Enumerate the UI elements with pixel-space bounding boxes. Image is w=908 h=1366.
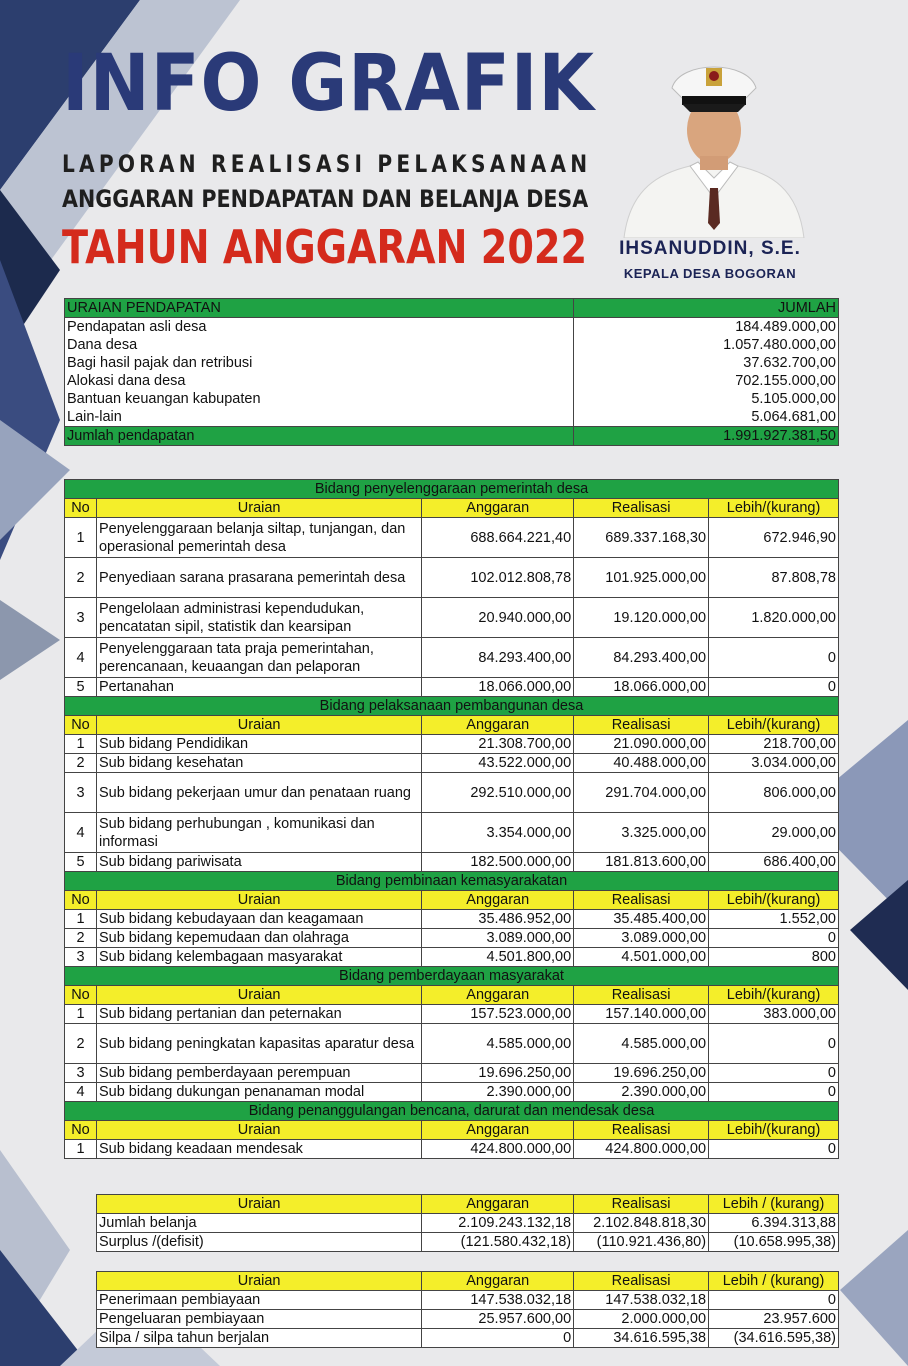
row-uraian: Sub bidang kelembagaan masyarakat xyxy=(96,948,421,967)
table-row xyxy=(65,638,839,678)
column-header-anggaran: Anggaran xyxy=(422,1121,574,1140)
row-no: 1 xyxy=(65,1140,97,1159)
column-header-realisasi: Realisasi xyxy=(574,716,709,735)
row-uraian: Sub bidang pemberdayaan perempuan xyxy=(96,1064,421,1083)
pendapatan-row xyxy=(65,408,839,427)
bidang-title-row xyxy=(65,1102,839,1121)
bidang-title-row xyxy=(65,480,839,499)
row-anggaran: 84.293.400,00 xyxy=(422,638,574,678)
row-no: 2 xyxy=(65,929,97,948)
row-realisasi: 35.485.400,00 xyxy=(574,910,709,929)
bidang-title: Bidang pelaksanaan pembangunan desa xyxy=(65,697,839,716)
column-header-realisasi: Realisasi xyxy=(574,1121,709,1140)
row-no: 4 xyxy=(65,638,97,678)
row-uraian: Sub bidang pariwisata xyxy=(96,853,421,872)
summary-realisasi: 2.102.848.818,30 xyxy=(574,1214,709,1233)
pendapatan-amount: 37.632.700,00 xyxy=(574,354,839,372)
row-anggaran: 19.696.250,00 xyxy=(422,1064,574,1083)
pendapatan-label: Bagi hasil pajak dan retribusi xyxy=(65,354,574,372)
row-realisasi: 689.337.168,30 xyxy=(574,518,709,558)
bidang-header-row xyxy=(65,891,839,910)
pembiayaan-anggaran: 25.957.600,00 xyxy=(422,1310,574,1329)
bidang-header-row xyxy=(65,716,839,735)
pembiayaan-realisasi: 147.538.032,18 xyxy=(574,1291,709,1310)
row-realisasi: 3.089.000,00 xyxy=(574,929,709,948)
pendapatan-amount: 184.489.000,00 xyxy=(574,318,839,337)
table-row xyxy=(65,853,839,872)
pendapatan-header-row xyxy=(65,299,839,318)
pembiayaan-header-uraian: Uraian xyxy=(97,1272,422,1291)
official-title: KEPALA DESA BOGORAN xyxy=(623,266,797,281)
bidang-title-row xyxy=(65,967,839,986)
row-lebih: 686.400,00 xyxy=(709,853,839,872)
pembiayaan-uraian: Penerimaan pembiayaan xyxy=(97,1291,422,1310)
pendapatan-header-label: URAIAN PENDAPATAN xyxy=(65,299,574,318)
pembiayaan-rows xyxy=(97,1291,839,1348)
pendapatan-label: Bantuan keuangan kabupaten xyxy=(65,390,574,408)
bidang-header-row xyxy=(65,986,839,1005)
column-header-anggaran: Anggaran xyxy=(422,891,574,910)
row-uraian: Sub bidang dukungan penanaman modal xyxy=(96,1083,421,1102)
pembiayaan-lebih: (34.616.595,38) xyxy=(709,1329,839,1348)
column-header-no: No xyxy=(65,986,97,1005)
row-no: 3 xyxy=(65,948,97,967)
row-lebih: 0 xyxy=(709,929,839,948)
pendapatan-row xyxy=(65,336,839,354)
pendapatan-label: Dana desa xyxy=(65,336,574,354)
pembiayaan-table xyxy=(96,1271,839,1348)
summary-header-realisasi: Realisasi xyxy=(574,1195,709,1214)
row-uraian: Sub bidang pertanian dan peternakan xyxy=(96,1005,421,1024)
row-realisasi: 4.585.000,00 xyxy=(574,1024,709,1064)
row-uraian: Sub bidang kebudayaan dan keagamaan xyxy=(96,910,421,929)
row-anggaran: 3.354.000,00 xyxy=(422,813,574,853)
pendapatan-label: Lain-lain xyxy=(65,408,574,427)
row-lebih: 0 xyxy=(709,1083,839,1102)
belanja-rows xyxy=(65,480,839,1159)
summary-row xyxy=(97,1233,839,1252)
pendapatan-row xyxy=(65,318,839,337)
row-lebih: 87.808,78 xyxy=(709,558,839,598)
summary-header-uraian: Uraian xyxy=(97,1195,422,1214)
row-lebih: 0 xyxy=(709,678,839,697)
column-header-lebih: Lebih/(kurang) xyxy=(709,1121,839,1140)
summary-header-lebih: Lebih / (kurang) xyxy=(709,1195,839,1214)
row-anggaran: 3.089.000,00 xyxy=(422,929,574,948)
row-uraian: Sub bidang keadaan mendesak xyxy=(96,1140,421,1159)
column-header-lebih: Lebih/(kurang) xyxy=(709,891,839,910)
row-anggaran: 18.066.000,00 xyxy=(422,678,574,697)
row-anggaran: 21.308.700,00 xyxy=(422,735,574,754)
pembiayaan-anggaran: 0 xyxy=(422,1329,574,1348)
bidang-title: Bidang pemberdayaan masyarakat xyxy=(65,967,839,986)
table-row xyxy=(65,1064,839,1083)
summary-uraian: Surplus /(defisit) xyxy=(97,1233,422,1252)
row-lebih: 1.552,00 xyxy=(709,910,839,929)
row-realisasi: 18.066.000,00 xyxy=(574,678,709,697)
summary-lebih: (10.658.995,38) xyxy=(709,1233,839,1252)
bidang-header-row xyxy=(65,1121,839,1140)
pendapatan-amount: 5.064.681,00 xyxy=(574,408,839,427)
row-anggaran: 2.390.000,00 xyxy=(422,1083,574,1102)
pembiayaan-row xyxy=(97,1329,839,1348)
belanja-table xyxy=(64,479,839,1159)
row-anggaran: 20.940.000,00 xyxy=(422,598,574,638)
row-no: 2 xyxy=(65,754,97,773)
official-portrait xyxy=(620,38,808,238)
column-header-uraian: Uraian xyxy=(96,986,421,1005)
row-uraian: Sub bidang Pendidikan xyxy=(96,735,421,754)
pendapatan-label: Alokasi dana desa xyxy=(65,372,574,390)
bidang-title-row xyxy=(65,872,839,891)
table-row xyxy=(65,1140,839,1159)
pendapatan-amount: 1.057.480.000,00 xyxy=(574,336,839,354)
table-row xyxy=(65,678,839,697)
row-realisasi: 40.488.000,00 xyxy=(574,754,709,773)
pendapatan-row xyxy=(65,354,839,372)
pembiayaan-row xyxy=(97,1291,839,1310)
pembiayaan-lebih: 23.957.600 xyxy=(709,1310,839,1329)
pendapatan-table xyxy=(64,298,839,446)
pendapatan-amount: 5.105.000,00 xyxy=(574,390,839,408)
row-no: 3 xyxy=(65,598,97,638)
row-no: 1 xyxy=(65,518,97,558)
table-row xyxy=(65,598,839,638)
row-lebih: 218.700,00 xyxy=(709,735,839,754)
row-lebih: 800 xyxy=(709,948,839,967)
column-header-lebih: Lebih/(kurang) xyxy=(709,986,839,1005)
row-anggaran: 182.500.000,00 xyxy=(422,853,574,872)
column-header-no: No xyxy=(65,891,97,910)
column-header-anggaran: Anggaran xyxy=(422,986,574,1005)
table-row xyxy=(65,948,839,967)
table-row xyxy=(65,735,839,754)
bidang-title-row xyxy=(65,697,839,716)
row-no: 1 xyxy=(65,910,97,929)
column-header-no: No xyxy=(65,716,97,735)
row-anggaran: 157.523.000,00 xyxy=(422,1005,574,1024)
row-lebih: 1.820.000,00 xyxy=(709,598,839,638)
summary-row xyxy=(97,1214,839,1233)
table-row xyxy=(65,773,839,813)
row-anggaran: 35.486.952,00 xyxy=(422,910,574,929)
column-header-realisasi: Realisasi xyxy=(574,891,709,910)
subtitle-line-1: LAPORAN REALISASI PELAKSANAAN xyxy=(62,150,592,178)
table-row xyxy=(65,813,839,853)
summary-anggaran: (121.580.432,18) xyxy=(422,1233,574,1252)
row-realisasi: 19.120.000,00 xyxy=(574,598,709,638)
row-realisasi: 181.813.600,00 xyxy=(574,853,709,872)
row-anggaran: 4.501.800,00 xyxy=(422,948,574,967)
pendapatan-label: Pendapatan asli desa xyxy=(65,318,574,337)
column-header-lebih: Lebih/(kurang) xyxy=(709,499,839,518)
row-uraian: Sub bidang pekerjaan umur dan penataan ruang xyxy=(96,773,421,813)
row-uraian: Pengelolaan administrasi kependudukan, pencatatan sipil, statistik dan kearsipan xyxy=(96,598,421,638)
pendapatan-total-amount: 1.991.927.381,50 xyxy=(574,427,839,446)
summary-header-row xyxy=(97,1195,839,1214)
pendapatan-row xyxy=(65,390,839,408)
row-realisasi: 291.704.000,00 xyxy=(574,773,709,813)
column-header-uraian: Uraian xyxy=(96,716,421,735)
row-uraian: Pertanahan xyxy=(96,678,421,697)
column-header-uraian: Uraian xyxy=(96,1121,421,1140)
subtitle-line-2: ANGGARAN PENDAPATAN DAN BELANJA DESA xyxy=(62,185,589,213)
pendapatan-header-amount: JUMLAH xyxy=(574,299,839,318)
row-realisasi: 101.925.000,00 xyxy=(574,558,709,598)
bidang-header-row xyxy=(65,499,839,518)
row-realisasi: 2.390.000,00 xyxy=(574,1083,709,1102)
pembiayaan-realisasi: 34.616.595,38 xyxy=(574,1329,709,1348)
row-no: 2 xyxy=(65,558,97,598)
pembiayaan-header-lebih: Lebih / (kurang) xyxy=(709,1272,839,1291)
pembiayaan-header-anggaran: Anggaran xyxy=(422,1272,574,1291)
row-uraian: Sub bidang peningkatan kapasitas aparatur desa xyxy=(96,1024,421,1064)
row-realisasi: 19.696.250,00 xyxy=(574,1064,709,1083)
pembiayaan-anggaran: 147.538.032,18 xyxy=(422,1291,574,1310)
summary-uraian: Jumlah belanja xyxy=(97,1214,422,1233)
summary-header-anggaran: Anggaran xyxy=(422,1195,574,1214)
subtitle-year: TAHUN ANGGARAN 2022 xyxy=(62,220,588,274)
row-lebih: 806.000,00 xyxy=(709,773,839,813)
table-row xyxy=(65,754,839,773)
bidang-title: Bidang penyelenggaraan pemerintah desa xyxy=(65,480,839,499)
row-realisasi: 4.501.000,00 xyxy=(574,948,709,967)
row-anggaran: 4.585.000,00 xyxy=(422,1024,574,1064)
row-uraian: Sub bidang kesehatan xyxy=(96,754,421,773)
table-row xyxy=(65,1005,839,1024)
row-realisasi: 84.293.400,00 xyxy=(574,638,709,678)
column-header-lebih: Lebih/(kurang) xyxy=(709,716,839,735)
infographic-title: INFO GRAFIK xyxy=(62,39,595,129)
bidang-title: Bidang pembinaan kemasyarakatan xyxy=(65,872,839,891)
row-uraian: Penyelenggaraan belanja siltap, tunjangan, dan operasional pemerintah desa xyxy=(96,518,421,558)
row-lebih: 672.946,90 xyxy=(709,518,839,558)
row-anggaran: 688.664.221,40 xyxy=(422,518,574,558)
summary-rows xyxy=(97,1214,839,1252)
row-lebih: 0 xyxy=(709,1064,839,1083)
official-name: IHSANUDDIN, S.E. xyxy=(619,238,801,259)
row-realisasi: 21.090.000,00 xyxy=(574,735,709,754)
pembiayaan-uraian: Silpa / silpa tahun berjalan xyxy=(97,1329,422,1348)
bidang-title: Bidang penanggulangan bencana, darurat dan mendesak desa xyxy=(65,1102,839,1121)
pembiayaan-uraian: Pengeluaran pembiayaan xyxy=(97,1310,422,1329)
row-uraian: Sub bidang kepemudaan dan olahraga xyxy=(96,929,421,948)
pembiayaan-realisasi: 2.000.000,00 xyxy=(574,1310,709,1329)
column-header-uraian: Uraian xyxy=(96,499,421,518)
column-header-realisasi: Realisasi xyxy=(574,986,709,1005)
table-row xyxy=(65,929,839,948)
row-no: 4 xyxy=(65,813,97,853)
summary-realisasi: (110.921.436,80) xyxy=(574,1233,709,1252)
summary-lebih: 6.394.313,88 xyxy=(709,1214,839,1233)
row-anggaran: 424.800.000,00 xyxy=(422,1140,574,1159)
row-lebih: 3.034.000,00 xyxy=(709,754,839,773)
row-no: 1 xyxy=(65,1005,97,1024)
pendapatan-total-label: Jumlah pendapatan xyxy=(65,427,574,446)
row-lebih: 0 xyxy=(709,1024,839,1064)
table-row xyxy=(65,910,839,929)
row-realisasi: 424.800.000,00 xyxy=(574,1140,709,1159)
row-no: 2 xyxy=(65,1024,97,1064)
row-uraian: Penyelenggaraan tata praja pemerintahan, perencanaan, keuaangan dan pelaporan xyxy=(96,638,421,678)
column-header-no: No xyxy=(65,499,97,518)
row-anggaran: 292.510.000,00 xyxy=(422,773,574,813)
column-header-uraian: Uraian xyxy=(96,891,421,910)
column-header-no: No xyxy=(65,1121,97,1140)
row-realisasi: 157.140.000,00 xyxy=(574,1005,709,1024)
table-row xyxy=(65,518,839,558)
table-row xyxy=(65,558,839,598)
row-anggaran: 43.522.000,00 xyxy=(422,754,574,773)
row-no: 4 xyxy=(65,1083,97,1102)
row-lebih: 383.000,00 xyxy=(709,1005,839,1024)
row-no: 5 xyxy=(65,678,97,697)
row-uraian: Sub bidang perhubungan , komunikasi dan informasi xyxy=(96,813,421,853)
column-header-anggaran: Anggaran xyxy=(422,716,574,735)
pembiayaan-header-row xyxy=(97,1272,839,1291)
column-header-anggaran: Anggaran xyxy=(422,499,574,518)
row-no: 5 xyxy=(65,853,97,872)
pendapatan-total-row xyxy=(65,427,839,446)
pendapatan-amount: 702.155.000,00 xyxy=(574,372,839,390)
table-row xyxy=(65,1083,839,1102)
table-row xyxy=(65,1024,839,1064)
pendapatan-row xyxy=(65,372,839,390)
pendapatan-rows xyxy=(65,318,839,427)
row-no: 3 xyxy=(65,1064,97,1083)
row-realisasi: 3.325.000,00 xyxy=(574,813,709,853)
row-no: 3 xyxy=(65,773,97,813)
summary-anggaran: 2.109.243.132,18 xyxy=(422,1214,574,1233)
column-header-realisasi: Realisasi xyxy=(574,499,709,518)
row-anggaran: 102.012.808,78 xyxy=(422,558,574,598)
row-lebih: 29.000,00 xyxy=(709,813,839,853)
row-lebih: 0 xyxy=(709,638,839,678)
pembiayaan-lebih: 0 xyxy=(709,1291,839,1310)
summary-table xyxy=(96,1194,839,1252)
pembiayaan-row xyxy=(97,1310,839,1329)
row-lebih: 0 xyxy=(709,1140,839,1159)
pembiayaan-header-realisasi: Realisasi xyxy=(574,1272,709,1291)
row-no: 1 xyxy=(65,735,97,754)
row-uraian: Penyediaan sarana prasarana pemerintah desa xyxy=(96,558,421,598)
